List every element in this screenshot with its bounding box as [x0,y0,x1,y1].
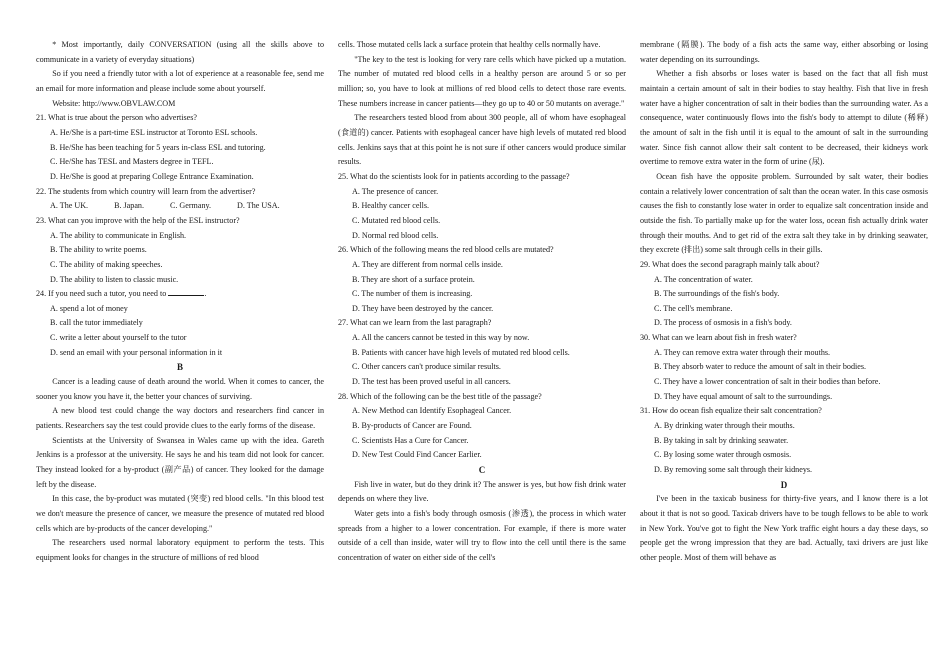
passage-b-paragraph-4: In this case, the by-product was mutated (突变) red blood cells. "In this blood test we don't measure the presence of cancer, we measure the presence of mutated red blood cells which are by-products of the cancer developing." [36,494,324,533]
q21-option-d[interactable]: D. He/She is good at preparing College Entrance Examination. [50,171,254,181]
q28-option-b[interactable]: B. By-products of Cancer are Found. [352,421,472,431]
question-22: 22. The students from which country will learn from the advertiser? [36,186,256,196]
q27-option-a[interactable]: A. All the cancers cannot be tested in this way by now. [352,333,530,343]
passage-c-paragraph-2: Water gets into a fish's body through osmosis (渗透), the process in which water spreads from a higher to a lower concentration. For example, if there is more water outside of a cell than inside, water will try to flow into the cell until there is the same concentration of water on either side of the cell's [338,509,626,562]
q28-option-a[interactable]: A. New Method can Identify Esophageal Cancer. [352,406,512,416]
question-30: 30. What can we learn about fish in fresh water? [640,333,797,343]
q29-option-a[interactable]: A. The concentration of water. [654,274,753,284]
passage-b-paragraph-3: Scientists at the University of Swansea in Wales came up with the idea. Gareth Jenkins is a professor at the university. He says he and his team did not look for cancer. They instead looked for a by-product (副产品) of cancer. They looked for the damage left by the disease. [36,435,324,489]
question-29: 29. What does the second paragraph mainly talk about? [640,259,820,269]
q22-options [36,199,324,214]
q26-option-b[interactable]: B. They are short of a surface protein. [352,274,475,284]
passage-b-continuation: cells. Those mutated cells lack a surface protein that healthy cells normally have. [338,40,601,49]
passage-b-quote: "The key to the test is looking for very rare cells which have picked up a mutation. The number of mutated red blood cells in a healthy person are around 5 or so per million; so, you have to look at millions of red blood cells to detect those rare events. These numbers increase in cancer patients—they go up to 40 or 50 mutants on average." [338,54,626,108]
question-21: 21. What is true about the person who advertises? [36,113,198,123]
section-b-heading: B [176,362,183,373]
q24-option-d[interactable]: D. send an email with your personal information in it [50,347,223,357]
q25-option-d[interactable]: D. Normal red blood cells. [352,230,439,240]
q27-option-d[interactable]: D. The test has been proved useful in all cancers. [352,377,511,387]
q25-option-c[interactable]: C. Mutated red blood cells. [352,215,441,225]
q27-option-b[interactable]: B. Patients with cancer have high levels of mutated red blood cells. [352,347,570,357]
section-c-heading: C [478,465,486,476]
q22-option-b[interactable]: B. Japan. [114,201,144,211]
q30-option-a[interactable]: A. They can remove extra water through their mouths. [654,347,831,357]
question-23: 23. What can you improve with the help of the ESL instructor? [36,215,240,225]
q31-option-c[interactable]: C. By losing some water through osmosis. [654,450,792,460]
q22-option-c[interactable]: C. Germany. [169,201,212,211]
passage-c-ocean: Ocean fish have the opposite problem. Surrounded by salt water, their bodies contain a relatively lower concentration of salt than the ocean water. In this case osmosis causes the fish to constantly lose water in order to equalize salt concentration inside and outside the fish. To partially make up for the water loss, ocean fish actually drink water through their mouths. And to get rid of the extra salt they take in by drinking seawater, they excrete (排出) some salt through cells in their gills. [640,171,928,255]
ad-bullet-conversation: * Most importantly, daily CONVERSATION (using all the skills above to communicate in a variety of everyday situations) [36,40,324,64]
ad-website: Website: http://www.OBVLAW.COM [52,98,176,108]
question-24 [36,287,324,302]
q24-option-b[interactable]: B. call the tutor immediately [50,318,143,328]
q22-option-a[interactable]: A. The UK. [50,201,89,211]
question-24-end: . [204,289,207,299]
question-27: 27. What can we learn from the last paragraph? [338,318,492,328]
passage-b-research: The researchers tested blood from about 300 people, all of whom have esophageal (食道的) cancer. Patients with esophageal cancer have high levels of mutated red blood cells. Jenkins says that at this point he is not sure if other cancers would produce similar results. [338,113,626,167]
passage-d-paragraph-1: I've been in the taxicab business for thirty-five years, and I know there is a lot about it that is not so good. Taxicab drivers have to be tough fellows to be able to work in New York. You've got to fight the New York traffic eight hours a day these days, so people get the wrong impression that they are bad. Actually, taxi drivers are just like other people. Most of them will behave as [640,494,928,562]
q22-option-d[interactable]: D. The USA. [237,201,280,211]
q23-option-c[interactable]: C. The ability of making speeches. [50,259,163,269]
q29-option-d[interactable]: D. The process of osmosis in a fish's body. [654,318,792,328]
question-28: 28. Which of the following can be the best title of the passage? [338,391,542,401]
passage-b-paragraph-1: Cancer is a leading cause of death around the world. When it comes to cancer, the sooner you know you have it, the better your chances of surviving. [36,377,324,401]
q26-option-d[interactable]: D. They have been destroyed by the cancer. [352,303,494,313]
q21-option-c[interactable]: C. He/She has TESL and Masters degree in TEFL. [50,157,214,167]
column-2 [338,38,626,671]
q26-option-a[interactable]: A. They are different from normal cells inside. [352,259,503,269]
passage-c-continuation: membrane (隔膜). The body of a fish acts the same way, either absorbing or losing water depending on its surroundings. [640,40,928,64]
q30-option-c[interactable]: C. They have a lower concentration of salt in their bodies than before. [654,377,881,387]
q29-option-c[interactable]: C. The cell's membrane. [654,303,733,313]
q29-option-b[interactable]: B. The surroundings of the fish's body. [654,289,780,299]
q31-option-d[interactable]: D. By removing some salt through their kidneys. [654,465,813,475]
answer-blank[interactable] [168,287,207,299]
question-31: 31. How do ocean fish equalize their salt concentration? [640,406,822,416]
q26-option-c[interactable]: C. The number of them is increasing. [352,289,473,299]
q30-option-d[interactable]: D. They have equal amount of salt to the surroundings. [654,391,833,401]
q23-option-b[interactable]: B. The ability to write poems. [50,245,147,255]
q25-option-b[interactable]: B. Healthy cancer cells. [352,201,430,211]
q25-option-a[interactable]: A. The presence of cancer. [352,186,439,196]
passage-b-paragraph-2: A new blood test could change the way doctors and researchers find cancer in patients. Researchers say the test could provide clues to the early forms of the disease. [36,406,324,431]
q21-option-a[interactable]: A. He/She is a part-time ESL instructor at Toronto ESL schools. [50,127,258,137]
question-26: 26. Which of the following means the red blood cells are mutated? [338,245,554,255]
q21-option-b[interactable]: B. He/She has been teaching for 5 years in-class ESL and tutoring. [50,142,266,152]
q31-option-b[interactable]: B. By taking in salt by drinking seawater. [654,435,789,445]
section-d-heading: D [780,479,788,490]
ad-paragraph: So if you need a friendly tutor with a lot of experience at a reasonable fee, send me an email for more information and please include some about yourself. [36,69,324,93]
q24-option-c[interactable]: C. write a letter about yourself to the tutor [50,333,187,343]
passage-c-paragraph-1: Fish live in water, but do they drink it? The answer is yes, but how fish drink water depends on where they live. [338,479,626,504]
q24-option-a[interactable]: A. spend a lot of money [50,303,128,313]
q28-option-d[interactable]: D. New Test Could Find Cancer Earlier. [352,450,482,460]
q23-option-a[interactable]: A. The ability to communicate in English. [50,230,187,240]
passage-b-paragraph-5: The researchers used normal laboratory equipment to perform the tests. This equipment looks for changes in the structure of millions of red blood [36,538,324,562]
passage-c-freshwater: Whether a fish absorbs or loses water is based on the fact that all fish must maintain a certain amount of salt in their bodies to stay healthy. Fish that live in fresh water have a higher concentration of salt in their bodies than the surrounding water. As a consequence, water continuously flows into the fish's body to attempt to dilute (稀释) the amount of salt in the fish until it is equal to the amount of salt in the surrounding water. Since fish cannot allow their salt content to be decreased, their kidneys work overtime to remove extra water in the form of urine (尿). [640,69,928,167]
column-3 [640,38,928,671]
q27-option-c[interactable]: C. Other cancers can't produce similar results. [352,362,501,372]
q31-option-a[interactable]: A. By drinking water through their mouths. [654,421,795,431]
q23-option-d[interactable]: D. The ability to listen to classic music. [50,274,179,284]
q28-option-c[interactable]: C. Scientists Has a Cure for Cancer. [352,435,469,445]
question-24-text: 24. If you need such a tutor, you need to [36,289,167,299]
question-25: 25. What do the scientists look for in patients according to the passage? [338,171,570,181]
q30-option-b[interactable]: B. They absorb water to reduce the amount of salt in their bodies. [654,362,867,372]
column-1 [36,38,324,671]
